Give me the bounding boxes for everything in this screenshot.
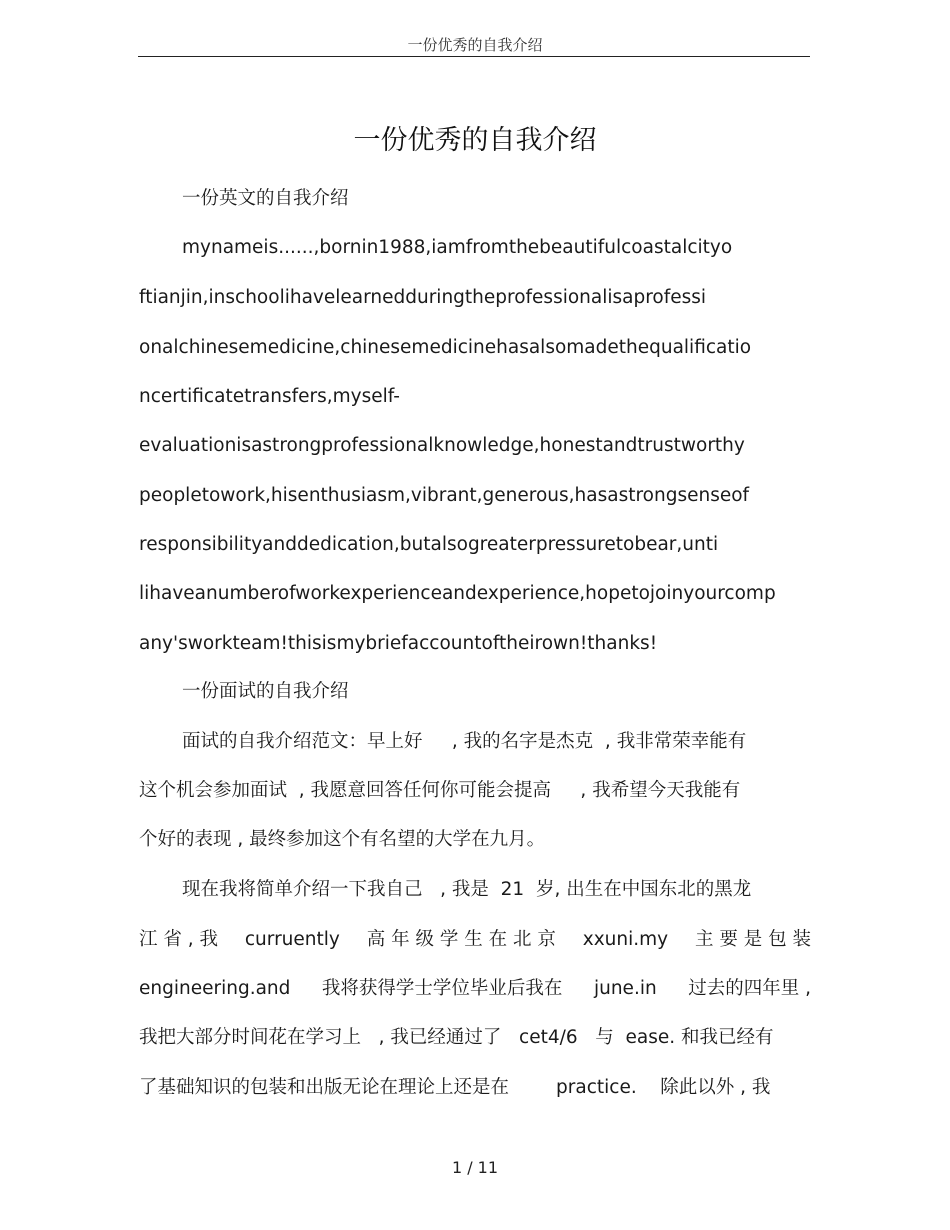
text-segment: 江 省 , 我 [139,929,219,950]
paragraph-line: mynameis......,bornin1988,iamfromthebeautifulcoastalcityo [182,237,733,258]
paragraph-line: lihaveanumberofworkexperienceandexperience,hopetojoinyourcomp [139,583,776,604]
paragraph-line: responsibilityanddedication,butalsogreaterpressuretobear,unti [139,534,719,555]
paragraph-line-justified [139,977,811,1001]
paragraph-line: 了基础知识的包装和出版无论在理论上还是在 practice. 除此以外 , 我 [139,1077,771,1098]
paragraph-line: peopletowork,hisenthusiasm,vibrant,generous,hasastrongsenseof [139,485,750,506]
header-divider [138,56,810,57]
paragraph-line: ftianjin,inschoolihavelearnedduringtheprofessionalisaprofessi [139,287,707,308]
text-segment: june.in [593,978,657,999]
text-segment: 我将获得学士学位毕业后我在 [321,978,563,999]
document-title: 一份优秀的自我介绍 [353,125,597,156]
paragraph-line: 面试的自我介绍范文：早上好 , 我的名字是杰克 , 我非常荣幸能有 [182,731,747,752]
paragraph-line: any'sworkteam!thisismybriefaccountoftheirown!thanks! [139,633,658,654]
paragraph-line: ncertificatetransfers,myself- [139,386,400,407]
paragraph-line: evaluationisastrongprofessionalknowledge,honestandtrustworthy [139,435,745,456]
paragraph-line: 这个机会参加面试 , 我愿意回答任何你可能会提高 , 我希望今天我能有 [139,780,741,801]
paragraph-line: 现在我将简单介绍一下我自己 , 我是 21 岁, 出生在中国东北的黑龙 [182,879,752,900]
text-segment: 高 年 级 学 生 在 北 京 [366,929,556,950]
paragraph-line: onalchinesemedicine,chinesemedicinehasalsomadethequalificatio [139,337,752,358]
section-heading-english: 一份英文的自我介绍 [182,188,349,209]
page-number: 1 / 11 [451,1158,499,1177]
paragraph-line: 我把大部分时间花在学习上 , 我已经通过了 cet4/6 与 ease. 和我已经有 [139,1027,774,1048]
text-segment: curruently [244,929,340,950]
text-segment: 过去的四年里 , [688,978,811,999]
section-heading-interview: 一份面试的自我介绍 [182,681,349,702]
text-segment: xxuni.my [582,929,669,950]
text-segment: 主 要 是 包 装 [694,929,811,950]
text-segment: engineering.and [139,978,291,999]
paragraph-line-justified [139,928,811,952]
paragraph-line: 个好的表现 , 最终参加这个有名望的大学在九月。 [139,829,546,850]
running-header: 一份优秀的自我介绍 [407,36,543,54]
